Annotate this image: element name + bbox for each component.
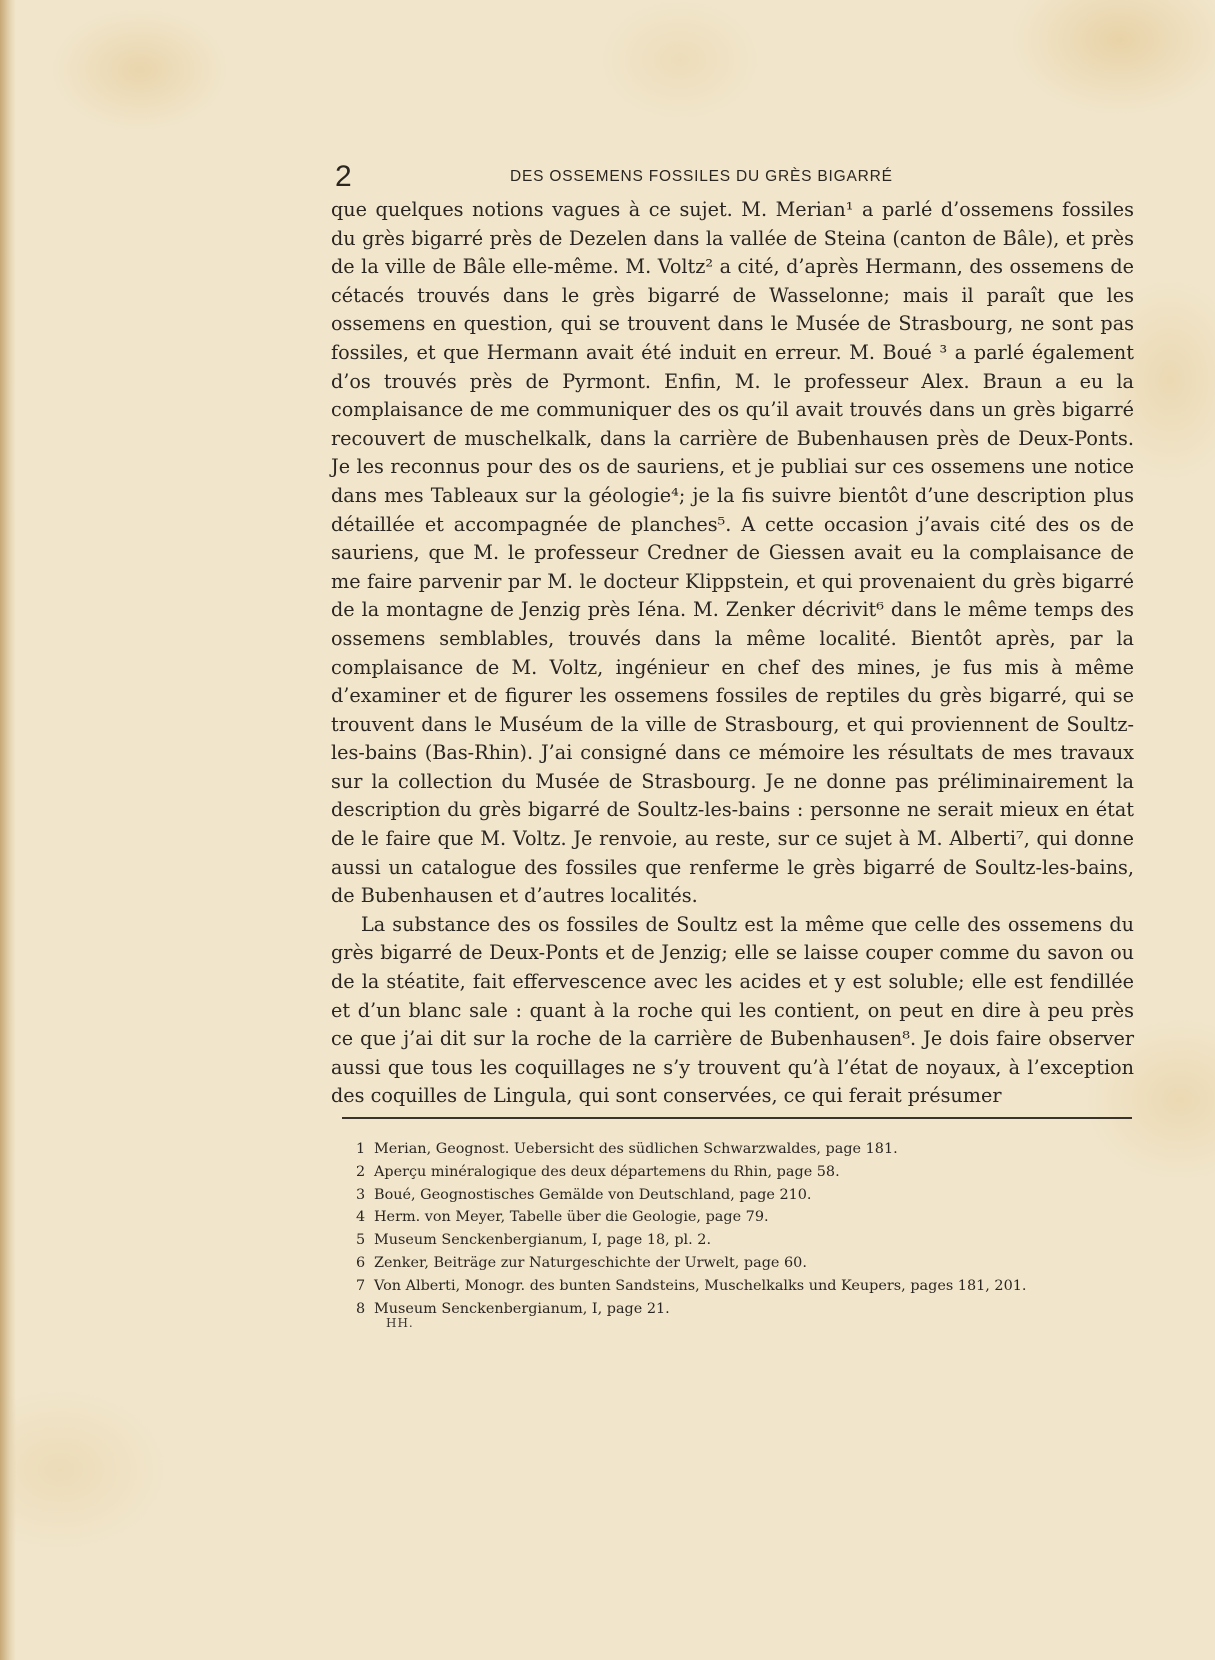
running-title: DES OSSEMENS FOSSILES DU GRÈS BIGARRÉ <box>510 168 893 185</box>
footnote: 3 Boué, Geognostisches Gemälde von Deutschland, page 210. <box>356 1186 812 1203</box>
footnote: 5 Museum Senckenbergianum, I, page 18, pl. 2. <box>356 1232 712 1249</box>
footnote: 4 Herm. von Meyer, Tabelle über die Geologie, page 79. <box>356 1209 769 1226</box>
footnote: 8 Museum Senckenbergianum, I, page 21. <box>356 1300 670 1317</box>
footnotes <box>356 1138 1136 1320</box>
footnote: 7 Von Alberti, Monogr. des bunten Sandsteins, Muschelkalks und Keupers, pages 181, 201. <box>356 1277 1027 1294</box>
footnote-rule <box>342 1117 1132 1119</box>
signature-mark: HH. <box>386 1316 414 1330</box>
body-text <box>331 196 1134 1108</box>
footnote: 1 Merian, Geognost. Uebersicht des südlichen Schwarzwaldes, page 181. <box>356 1141 898 1157</box>
page-number: 2 <box>335 160 352 193</box>
footnote: 2 Aperçu minéralogique des deux départemens du Rhin, page 58. <box>356 1163 840 1180</box>
paragraph: que quelques notions vagues à ce sujet. M. Merian¹ a parlé d’ossemens fossiles du grès bigarré près de Dezelen dans la vallée de Steina (canton de Bâle), et près de la ville de Bâle elle-même. M. Voltz² a cité, d’après Hermann, des ossemens de cétacés trouvés dans le grès bigarré de Wasselonne; mais il paraît que les ossemens en question, qui se trouvent dans le Musée de Strasbourg, ne sont pas fossiles, et que Hermann avait été induit en erreur. M. Boué ³ a parlé également d’os trouvés près de Pyrmont. Enfin, M. le professeur Alex. Braun a eu la complaisance de me communiquer des os qu’il avait trouvés dans un grès bigarré recouvert de muschelkalk, dans la carrière de Bubenhausen près de Deux-Ponts. Je les reconnus pour des os de sauriens, et je publiai sur ces ossemens une notice dans mes Tableaux sur la géologie⁴; je la fis suivre bientôt d’une description plus détaillée et accompagnée de planches⁵. A cette occasion j’avais cité des os de sauriens, que M. le professeur Credner de Giessen avait eu la complaisance de me faire parvenir par M. le docteur Klippstein, et qui provenaient du grès bigarré de la montagne de Jenzig près Iéna. M. Zenker décrivit⁶ dans le même temps des ossemens semblables, trouvés dans la même localité. Bientôt après, par la complaisance de M. Voltz, ingénieur en chef des mines, je fus mis à même d’examiner et de figurer les ossemens fossiles de reptiles du grès bigarré, qui se trouvent dans le Muséum de la ville de Strasbourg, et qui proviennent de Soultz-les-bains (Bas-Rhin). J’ai consigné dans ce mémoire les résultats de mes travaux sur la collection du Musée de Strasbourg. Je ne donne pas préliminairement la description du grès bigarré de Soultz-les-bains : personne ne serait mieux en état de le faire que M. Voltz. Je renvoie, au reste, sur ce sujet à M. Alberti⁷, qui donne aussi un catalogue des fossiles que renferme le grès bigarré de Soultz-les-bains, de Bubenhausen et d’autres localités. <box>331 198 1134 908</box>
footnote: 6 Zenker, Beiträge zur Naturgeschichte der Urwelt, page 60. <box>356 1254 807 1271</box>
page-gutter-shadow <box>0 0 16 1660</box>
paragraph: La substance des os fossiles de Soultz est la même que celle des ossemens du grès bigarré de Deux-Ponts et de Jenzig; elle se laisse couper comme du savon ou de la stéatite, fait effervescence avec les acides et y est soluble; elle est fendillée et d’un blanc sale : quant à la roche qui les contient, on peut en dire à peu près ce que j’ai dit sur la roche de la carrière de Bubenhausen⁸. Je dois faire observer aussi que tous les coquillages ne s’y trouvent qu’à l’état de noyaux, à l’exception des coquilles de Lingula, qui sont conservées, ce qui ferait présumer <box>331 912 1134 1108</box>
